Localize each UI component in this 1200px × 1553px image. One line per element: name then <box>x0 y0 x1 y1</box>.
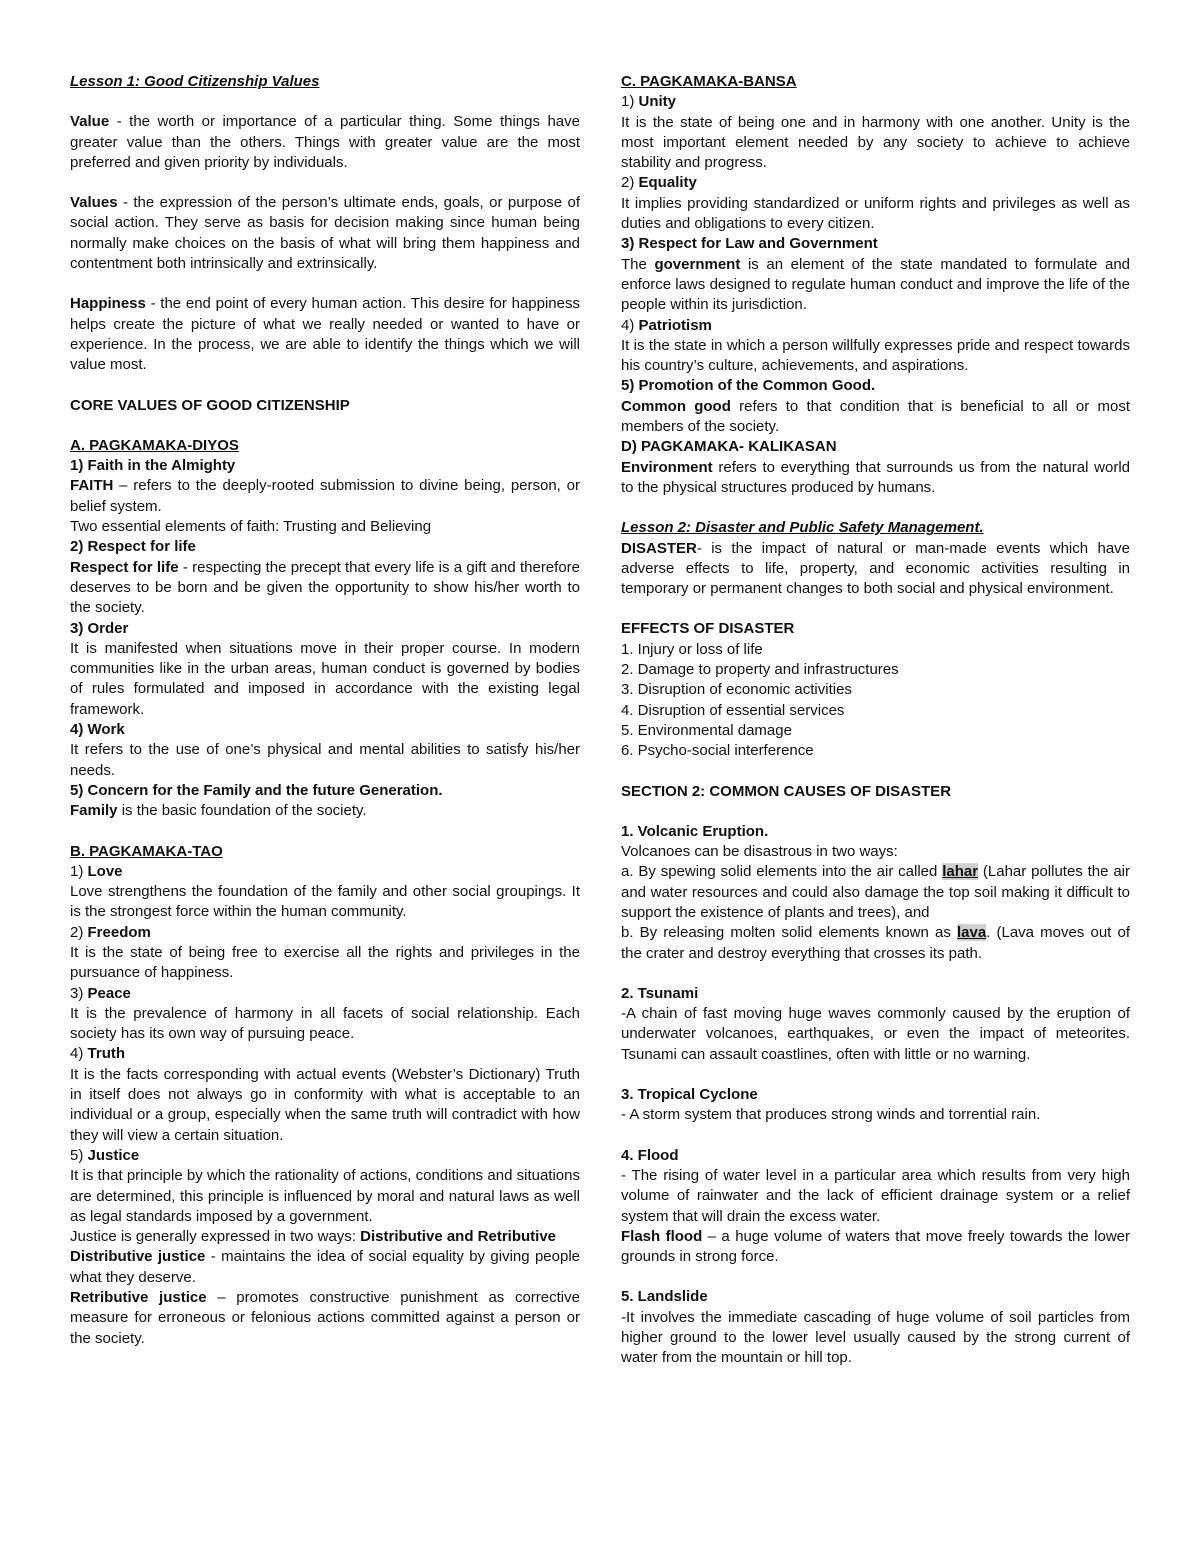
flood-title: 4. Flood <box>621 1146 679 1164</box>
family-term: Family <box>70 802 118 820</box>
respect-life-title: 2) Respect for life <box>70 538 196 556</box>
work-title: 4) Work <box>70 721 125 739</box>
common-good-title: 5) Promotion of the Common Good. <box>621 377 876 395</box>
retributive-justice-term: Retributive justice <box>70 1289 207 1307</box>
faith-elements: Two essential elements of faith: Trusting and Believing <box>70 518 432 536</box>
core-values-heading: CORE VALUES OF GOOD CITIZENSHIP <box>70 396 350 414</box>
patriotism-definition: It is the state in which a person willfully expresses pride and respect towards his country’s culture, achievements, and aspirations. <box>621 336 1130 375</box>
disaster-term: DISASTER <box>621 539 697 557</box>
lahar-term: lahar <box>942 863 979 881</box>
flash-flood-text: – a huge volume of waters that move freely towards the lower grounds in strong force. <box>621 1227 1130 1266</box>
peace-number: 3) <box>70 984 88 1002</box>
justice-word: Justice <box>87 1146 140 1164</box>
government-definition <box>621 255 1130 316</box>
respect-life-term: Respect for life <box>70 558 179 576</box>
cyclone-definition: - A storm system that produces strong winds and torrential rain. <box>621 1106 1041 1124</box>
justice-number: 5) <box>70 1146 88 1164</box>
respect-life-definition <box>70 558 580 619</box>
respect-life-text: - respecting the precept that every life is a gift and therefore deserves to be born and be given the opportunity to show his/her worth to the society. <box>70 558 581 617</box>
family-text: is the basic foundation of the society. <box>117 802 367 820</box>
retributive-justice-definition <box>70 1288 580 1349</box>
section-d-heading: D) PAGKAMAKA- KALIKASAN <box>621 438 837 456</box>
peace-word: Peace <box>87 984 131 1002</box>
peace-definition: It is the prevalence of harmony in all facets of social relationship. Each society has its own way of pursuing peace. <box>70 1004 580 1043</box>
freedom-title <box>70 923 580 943</box>
government-term: government <box>654 255 741 273</box>
work-definition: It refers to the use of one’s physical and mental abilities to satisfy his/her needs. <box>70 741 580 779</box>
government-text: is an element of the state mandated to formulate and enforce laws designed to regulate human conduct and improve the life of the people within its jurisdiction. <box>621 255 1131 314</box>
common-good-term: Common good <box>621 397 731 415</box>
faith-definition <box>70 476 580 517</box>
landslide-title: 5. Landslide <box>621 1288 708 1306</box>
environment-definition <box>621 458 1130 499</box>
retributive-justice-text: – promotes constructive punishment as corrective measure for erroneous or felonious actions committed against a person or the society. <box>70 1289 580 1347</box>
happiness-text: - the end point of every human action. This desire for happiness helps create the picture of what we really needed or wanted to have or experience. In the process, we are able to identify the things which we will value most. <box>70 295 580 374</box>
family-definition <box>70 801 580 821</box>
love-word: Love <box>87 862 123 880</box>
left-column <box>70 72 580 1349</box>
government-prefix: The <box>621 255 655 273</box>
value-text: - the worth or importance of a particular thing. Some things have greater value than the others. Things with greater value are the most preferred and given priority by individuals. <box>70 113 580 171</box>
happiness-term: Happiness <box>70 295 146 313</box>
volcanic-item-b <box>621 923 1130 964</box>
volcanic-b-text: b. By releasing molten solid elements known as <box>621 924 957 942</box>
section-a-heading: A. PAGKAMAKA-DIYOS <box>70 436 239 454</box>
unity-word: Unity <box>638 93 677 111</box>
justice-ways <box>70 1227 580 1247</box>
flash-flood-term: Flash flood <box>621 1227 703 1245</box>
distributive-justice-definition <box>70 1247 580 1288</box>
section-c-heading: C. PAGKAMAKA-BANSA <box>621 73 797 90</box>
equality-definition: It implies providing standardized or uniform rights and privileges as well as duties and obligations to every citizen. <box>621 194 1130 233</box>
justice-ways-bold: Distributive and Retributive <box>360 1228 557 1246</box>
value-term: Value <box>70 113 110 131</box>
freedom-word: Freedom <box>87 923 151 941</box>
truth-title <box>70 1044 580 1064</box>
tsunami-definition: -A chain of fast moving huge waves commonly caused by the eruption of underwater volcanoes, earthquakes, or even the impact of meteorites. Tsunami can assault coastlines, often with little or no warning. <box>621 1005 1130 1063</box>
order-title: 3) Order <box>70 619 129 637</box>
volcanic-title: 1. Volcanic Eruption. <box>621 822 769 840</box>
values-text: - the expression of the person’s ultimate ends, goals, or purpose of social action. They serve as basis for decision making since human being normally make choices on the basis of what will bring them happiness and contentment both intrinsically and extrinsically. <box>70 194 580 273</box>
effects-item: 6. Psycho-social interference <box>621 742 814 760</box>
justice-ways-text: Justice is generally expressed in two ways: <box>70 1228 361 1246</box>
freedom-number: 2) <box>70 923 88 941</box>
unity-number: 1) <box>621 93 639 111</box>
love-number: 1) <box>70 862 88 880</box>
environment-term: Environment <box>621 458 713 476</box>
equality-title <box>621 173 1130 193</box>
distributive-justice-text: - maintains the idea of social equality by giving people what they deserve. <box>70 1248 580 1286</box>
disaster-text: - is the impact of natural or man-made events which have adverse effects to life, property, and economic activities resulting in temporary or permanent changes to both social and physical environment. <box>621 539 1130 598</box>
volcanic-a-text: a. By spewing solid elements into the air called <box>621 863 943 881</box>
volcanic-b-rest: . (Lava moves out of the crater and destroy everything that crosses its path. <box>621 924 1130 962</box>
happiness-definition <box>70 294 580 375</box>
common-good-text: refers to that condition that is beneficial to all or most members of the society. <box>621 397 1130 436</box>
effects-item: 2. Damage to property and infrastructures <box>621 661 899 679</box>
value-definition <box>70 112 580 173</box>
patriotism-title <box>621 316 1130 336</box>
justice-definition: It is that principle by which the rationality of actions, conditions and situations are determined, this principle is influenced by moral and natural laws as well as legal standards imposed by a government. <box>70 1167 580 1225</box>
effects-item: 3. Disruption of economic activities <box>621 681 852 699</box>
effects-heading: EFFECTS OF DISASTER <box>621 620 795 638</box>
volcanic-a-rest: (Lahar pollutes the air and water resources and could also damage the top soil making it difficult to support the existence of plants and trees), and <box>621 863 1130 921</box>
respect-law-title: 3) Respect for Law and Government <box>621 235 878 253</box>
section-b-heading: B. PAGKAMAKA-TAO <box>70 842 223 860</box>
unity-definition: It is the state of being one and in harmony with one another. Unity is the most important element needed by any society to achieve to achieve stability and progress. <box>621 113 1130 172</box>
right-column <box>621 72 1130 1369</box>
effects-item: 4. Disruption of essential services <box>621 701 845 719</box>
patriotism-number: 4) <box>621 316 639 334</box>
tsunami-title: 2. Tsunami <box>621 984 699 1002</box>
truth-word: Truth <box>87 1045 126 1063</box>
values-definition <box>70 193 580 274</box>
love-title <box>70 862 580 882</box>
cyclone-title: 3. Tropical Cyclone <box>621 1086 758 1104</box>
effects-item: 1. Injury or loss of life <box>621 640 763 658</box>
faith-title: 1) Faith in the Almighty <box>70 457 236 475</box>
faith-term: FAITH <box>70 477 114 495</box>
disaster-definition <box>621 539 1130 600</box>
truth-number: 4) <box>70 1045 88 1063</box>
patriotism-word: Patriotism <box>638 316 712 334</box>
volcanic-intro: Volcanoes can be disastrous in two ways: <box>621 843 898 861</box>
lava-term: lava <box>956 924 987 942</box>
effects-item: 5. Environmental damage <box>621 721 792 739</box>
values-term: Values <box>70 194 118 212</box>
landslide-definition: -It involves the immediate cascading of huge volume of soil particles from higher ground to the lower level usually caused by the strong current of water from the mountain or hill top. <box>621 1308 1130 1367</box>
unity-title <box>621 92 1130 112</box>
lesson-1-title: Lesson 1: Good Citizenship Values <box>70 73 320 90</box>
section-2-heading: SECTION 2: COMMON CAUSES OF DISASTER <box>621 782 952 800</box>
freedom-definition: It is the state of being free to exercise all the rights and privileges in the pursuance of happiness. <box>70 943 580 982</box>
justice-title <box>70 1146 580 1166</box>
love-definition: Love strengthens the foundation of the family and other social groupings. It is the strongest force within the human community. <box>70 883 580 921</box>
lesson-2-title: Lesson 2: Disaster and Public Safety Management. <box>621 519 984 537</box>
order-definition: It is manifested when situations move in their proper course. In modern communities like in the urban areas, human conduct is governed by bodies of rules formulated and imposed in accordance with the existing legal framework. <box>70 639 580 718</box>
truth-definition: It is the facts corresponding with actual events (Webster’s Dictionary) Truth in itself does not always go in conformity with what is acceptable to an individual or a group, especially when the same truth will contradict with how they will view a certain situation. <box>70 1065 580 1144</box>
environment-text: refers to everything that surrounds us from the natural world to the physical structures produced by humans. <box>621 458 1130 496</box>
common-good-definition <box>621 397 1130 438</box>
equality-number: 2) <box>621 174 639 192</box>
distributive-justice-term: Distributive justice <box>70 1248 206 1266</box>
flood-definition: - The rising of water level in a particular area which results from very high volume of rainwater and the lack of efficient drainage system or a relief system that will drain the excess water. <box>621 1166 1130 1225</box>
faith-text: – refers to the deeply-rooted submission to divine being, person, or belief system. <box>70 477 580 515</box>
peace-title <box>70 984 580 1004</box>
equality-word: Equality <box>638 174 697 192</box>
family-title: 5) Concern for the Family and the future Generation. <box>70 781 443 799</box>
flash-flood-definition <box>621 1227 1130 1268</box>
volcanic-item-a <box>621 862 1130 923</box>
